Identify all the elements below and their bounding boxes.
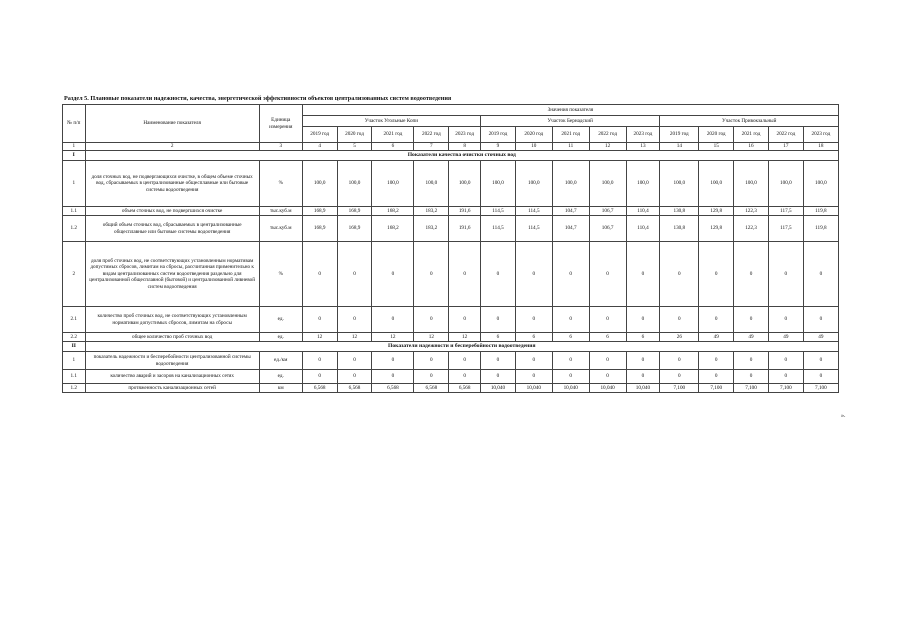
indicator-unit: ед. (259, 370, 302, 384)
indicator-value: 130,8 (660, 207, 699, 216)
indicator-value: 100,0 (803, 161, 838, 207)
column-number: 2 (85, 143, 259, 151)
indicator-value: 0 (372, 370, 414, 384)
indicator-value: 0 (552, 307, 589, 333)
indicator-value: 0 (552, 242, 589, 307)
indicator-value: 0 (660, 352, 699, 370)
indicator-value: 106,7 (589, 207, 626, 216)
indicator-name: доля сточных вод, не подвергающихся очистке, в общем объеме сточных вод, сбрасываемых в централизованные общесплавные или бытовые системы водоотведения (85, 161, 259, 207)
indicator-value: 0 (803, 352, 838, 370)
indicator-value: 0 (337, 307, 372, 333)
column-number: 14 (660, 143, 699, 151)
indicator-value: 100,0 (337, 161, 372, 207)
indicator-value: 0 (626, 307, 660, 333)
indicator-value: 10,040 (626, 384, 660, 393)
column-number: 1 (63, 143, 86, 151)
header-year: 2022 год (768, 127, 803, 143)
indicator-value: 0 (803, 307, 838, 333)
indicator-value: 0 (768, 242, 803, 307)
header-site-3: Участок Привокзальный (660, 116, 839, 127)
indicator-value: 6 (552, 333, 589, 342)
column-number: 8 (449, 143, 481, 151)
column-number: 16 (734, 143, 769, 151)
table-row (63, 384, 839, 393)
indicator-value: 0 (734, 370, 769, 384)
indicator-value: 168,2 (372, 216, 414, 242)
indicator-value: 100,0 (626, 161, 660, 207)
column-number: 11 (552, 143, 589, 151)
row-number: 2.2 (63, 333, 86, 342)
header-year: 2023 год (803, 127, 838, 143)
indicator-value: 0 (302, 242, 337, 307)
column-number: 12 (589, 143, 626, 151)
indicator-value: 0 (589, 242, 626, 307)
indicator-unit: тыс.куб.м (259, 216, 302, 242)
indicator-value: 0 (626, 370, 660, 384)
indicator-value: 104,7 (552, 207, 589, 216)
indicator-value: 100,0 (414, 161, 449, 207)
indicator-value: 0 (481, 370, 516, 384)
indicator-value: 49 (734, 333, 769, 342)
column-number: 13 (626, 143, 660, 151)
column-number: 10 (515, 143, 552, 151)
indicator-value: 0 (589, 370, 626, 384)
indicator-value: 100,0 (515, 161, 552, 207)
section-number: I (63, 151, 86, 161)
indicator-value: 130,8 (660, 216, 699, 242)
indicator-value: 0 (803, 370, 838, 384)
row-number: 1 (63, 161, 86, 207)
indicator-value: 122,3 (734, 207, 769, 216)
indicator-value: 6,568 (414, 384, 449, 393)
section-title: Раздел 5. Плановые показатели надежности, качества, энергетической эффективности объектов централизованных систем водоотведения (64, 95, 452, 102)
table-row (63, 161, 839, 207)
column-numbers-row (63, 143, 839, 151)
indicator-unit: тыс.куб.м (259, 207, 302, 216)
column-number: 18 (803, 143, 838, 151)
indicator-value: 0 (302, 352, 337, 370)
indicator-value: 0 (552, 352, 589, 370)
indicator-value: 0 (515, 370, 552, 384)
indicator-value: 0 (699, 352, 734, 370)
indicator-value: 0 (449, 307, 481, 333)
indicator-value: 183,2 (414, 207, 449, 216)
row-number: 1.2 (63, 216, 86, 242)
indicator-name: доля проб сточных вод, не соответствующих установленным нормативам допустимых сбросов, лимитам на сбросы, рассчитанная применительно к видам централизованных систем водоотведения раздельно для централизованной общесплавной (бытовой) и централизованной ливневой систем водоотведения (85, 242, 259, 307)
indicator-unit: км (259, 384, 302, 393)
indicator-value: 168,2 (372, 207, 414, 216)
indicator-value: 0 (589, 307, 626, 333)
indicator-value: 0 (660, 242, 699, 307)
indicator-value: 0 (515, 242, 552, 307)
column-number: 3 (259, 143, 302, 151)
indicator-value: 0 (626, 242, 660, 307)
indicator-value: 0 (626, 352, 660, 370)
indicator-value: 100,0 (449, 161, 481, 207)
indicator-value: 0 (734, 307, 769, 333)
indicator-value: 0 (699, 307, 734, 333)
indicator-value: 100,0 (699, 161, 734, 207)
indicator-name: объем сточных вод, не подвергшихся очистке (85, 207, 259, 216)
indicator-value: 12 (302, 333, 337, 342)
indicator-value: 7,100 (699, 384, 734, 393)
indicator-value: 168,9 (337, 216, 372, 242)
indicator-value: 191,6 (449, 216, 481, 242)
table-row (63, 370, 839, 384)
indicator-value: 191,6 (449, 207, 481, 216)
indicator-unit: ед. (259, 307, 302, 333)
indicator-value: 0 (481, 242, 516, 307)
indicator-value: 10,040 (552, 384, 589, 393)
indicator-value: 6,568 (449, 384, 481, 393)
indicator-value: 0 (515, 352, 552, 370)
header-site-1: Участок Угольные Копи (302, 116, 480, 127)
row-number: 2 (63, 242, 86, 307)
indicator-value: 0 (372, 352, 414, 370)
indicator-value: 7,100 (660, 384, 699, 393)
header-year: 2022 год (414, 127, 449, 143)
indicator-value: 7,100 (803, 384, 838, 393)
section-heading: Показатели надежности и бесперебойности водоотведения (85, 342, 838, 352)
indicator-value: 0 (449, 352, 481, 370)
indicator-value: 0 (414, 307, 449, 333)
indicator-value: 6 (589, 333, 626, 342)
row-number: 2.1 (63, 307, 86, 333)
indicator-value: 104,7 (552, 216, 589, 242)
header-year: 2019 год (481, 127, 516, 143)
header-year: 2019 год (660, 127, 699, 143)
indicator-value: 0 (699, 370, 734, 384)
header-year: 2023 год (449, 127, 481, 143)
row-number: 1.1 (63, 207, 86, 216)
trailing-mark: ». (841, 413, 846, 419)
indicator-value: 183,2 (414, 216, 449, 242)
indicator-value: 0 (589, 352, 626, 370)
column-number: 5 (337, 143, 372, 151)
indicator-value: 114,5 (515, 207, 552, 216)
indicator-value: 0 (481, 307, 516, 333)
indicator-value: 117,5 (768, 216, 803, 242)
indicator-value: 0 (449, 370, 481, 384)
table-row (63, 333, 839, 342)
header-name: Наименование показателя (85, 105, 259, 143)
indicator-value: 6 (626, 333, 660, 342)
indicator-name: общее количество проб сточных вод (85, 333, 259, 342)
indicator-value: 0 (449, 242, 481, 307)
indicator-value: 0 (481, 352, 516, 370)
indicator-value: 114,5 (515, 216, 552, 242)
indicator-value: 110,4 (626, 207, 660, 216)
row-number: 1.1 (63, 370, 86, 384)
section-row (63, 151, 839, 161)
indicator-value: 0 (803, 242, 838, 307)
table-row (63, 207, 839, 216)
indicator-value: 129,8 (699, 207, 734, 216)
indicator-value: 6 (515, 333, 552, 342)
indicator-value: 6,568 (302, 384, 337, 393)
indicator-value: 117,5 (768, 207, 803, 216)
column-number: 17 (768, 143, 803, 151)
indicator-value: 119,8 (803, 216, 838, 242)
indicator-value: 0 (302, 370, 337, 384)
indicator-value: 6,568 (337, 384, 372, 393)
indicator-value: 119,8 (803, 207, 838, 216)
table-row (63, 307, 839, 333)
indicator-value: 0 (515, 307, 552, 333)
column-number: 6 (372, 143, 414, 151)
indicator-value: 168,9 (302, 207, 337, 216)
indicator-name: показатель надежности и бесперебойности централизованной системы водоотведения (85, 352, 259, 370)
indicator-value: 12 (372, 333, 414, 342)
indicator-value: 100,0 (552, 161, 589, 207)
indicator-value: 100,0 (768, 161, 803, 207)
indicator-value: 0 (768, 370, 803, 384)
indicator-value: 6 (481, 333, 516, 342)
indicator-name: количество аварий и засоров на канализационных сетях (85, 370, 259, 384)
indicator-value: 100,0 (660, 161, 699, 207)
indicator-value: 100,0 (734, 161, 769, 207)
header-year: 2021 год (552, 127, 589, 143)
indicator-value: 0 (414, 242, 449, 307)
indicator-value: 0 (734, 242, 769, 307)
column-number: 4 (302, 143, 337, 151)
indicator-value: 49 (803, 333, 838, 342)
indicator-name: количество проб сточных вод, не соответствующих установленным нормативам допустимых сбросов, лимитам на сбросы (85, 307, 259, 333)
indicator-value: 168,9 (302, 216, 337, 242)
column-number: 15 (699, 143, 734, 151)
indicator-value: 7,100 (734, 384, 769, 393)
indicator-value: 129,8 (699, 216, 734, 242)
header-year: 2019 год (302, 127, 337, 143)
indicator-value: 0 (768, 307, 803, 333)
indicator-value: 0 (372, 242, 414, 307)
section-row (63, 342, 839, 352)
indicator-value: 10,040 (589, 384, 626, 393)
indicator-value: 10,040 (515, 384, 552, 393)
row-number: 1 (63, 352, 86, 370)
indicator-value: 49 (699, 333, 734, 342)
indicator-value: 114,5 (481, 216, 516, 242)
indicator-value: 106,7 (589, 216, 626, 242)
indicator-value: 0 (337, 352, 372, 370)
header-year: 2022 год (589, 127, 626, 143)
table-row (63, 352, 839, 370)
indicator-value: 168,9 (337, 207, 372, 216)
indicators-table (62, 104, 839, 393)
indicator-value: 122,3 (734, 216, 769, 242)
indicator-value: 114,5 (481, 207, 516, 216)
header-year: 2021 год (734, 127, 769, 143)
header-unit: Единица измерения (259, 105, 302, 143)
header-year: 2020 год (337, 127, 372, 143)
table-row (63, 216, 839, 242)
indicator-value: 100,0 (372, 161, 414, 207)
header-year: 2020 год (515, 127, 552, 143)
section-number: II (63, 342, 86, 352)
indicator-value: 0 (552, 370, 589, 384)
indicator-value: 12 (414, 333, 449, 342)
section-heading: Показатели качества очистки сточных вод (85, 151, 838, 161)
indicator-value: 0 (414, 352, 449, 370)
table-row (63, 242, 839, 307)
header-site-2: Участок Бернадский (481, 116, 660, 127)
indicator-value: 0 (660, 370, 699, 384)
indicator-value: 0 (734, 352, 769, 370)
header-year: 2020 год (699, 127, 734, 143)
indicator-unit: ед. (259, 333, 302, 342)
indicator-value: 6,568 (372, 384, 414, 393)
indicator-value: 7,100 (768, 384, 803, 393)
indicator-value: 0 (768, 352, 803, 370)
indicator-value: 0 (302, 307, 337, 333)
header-year: 2023 год (626, 127, 660, 143)
indicator-value: 12 (337, 333, 372, 342)
header-values: Значения показателя (302, 105, 838, 116)
indicator-value: 0 (660, 307, 699, 333)
indicator-value: 0 (699, 242, 734, 307)
indicator-name: общий объем сточных вод, сбрасываемых в централизованные общесплавные или бытовые системы водоотведения (85, 216, 259, 242)
header-num: № п/п (63, 105, 86, 143)
indicator-value: 0 (414, 370, 449, 384)
indicator-unit: % (259, 161, 302, 207)
indicator-value: 0 (337, 370, 372, 384)
table-body (63, 151, 839, 393)
indicator-value: 0 (372, 307, 414, 333)
row-number: 1.2 (63, 384, 86, 393)
indicator-value: 0 (337, 242, 372, 307)
indicator-name: протяженность канализационных сетей (85, 384, 259, 393)
indicator-value: 10,040 (481, 384, 516, 393)
indicator-value: 100,0 (589, 161, 626, 207)
indicator-value: 100,0 (302, 161, 337, 207)
indicator-unit: % (259, 242, 302, 307)
indicator-value: 12 (449, 333, 481, 342)
indicator-value: 110,4 (626, 216, 660, 242)
indicator-value: 100,0 (481, 161, 516, 207)
indicator-value: 26 (660, 333, 699, 342)
header-year: 2021 год (372, 127, 414, 143)
column-number: 7 (414, 143, 449, 151)
column-number: 9 (481, 143, 516, 151)
indicator-value: 49 (768, 333, 803, 342)
indicator-unit: ед./км (259, 352, 302, 370)
